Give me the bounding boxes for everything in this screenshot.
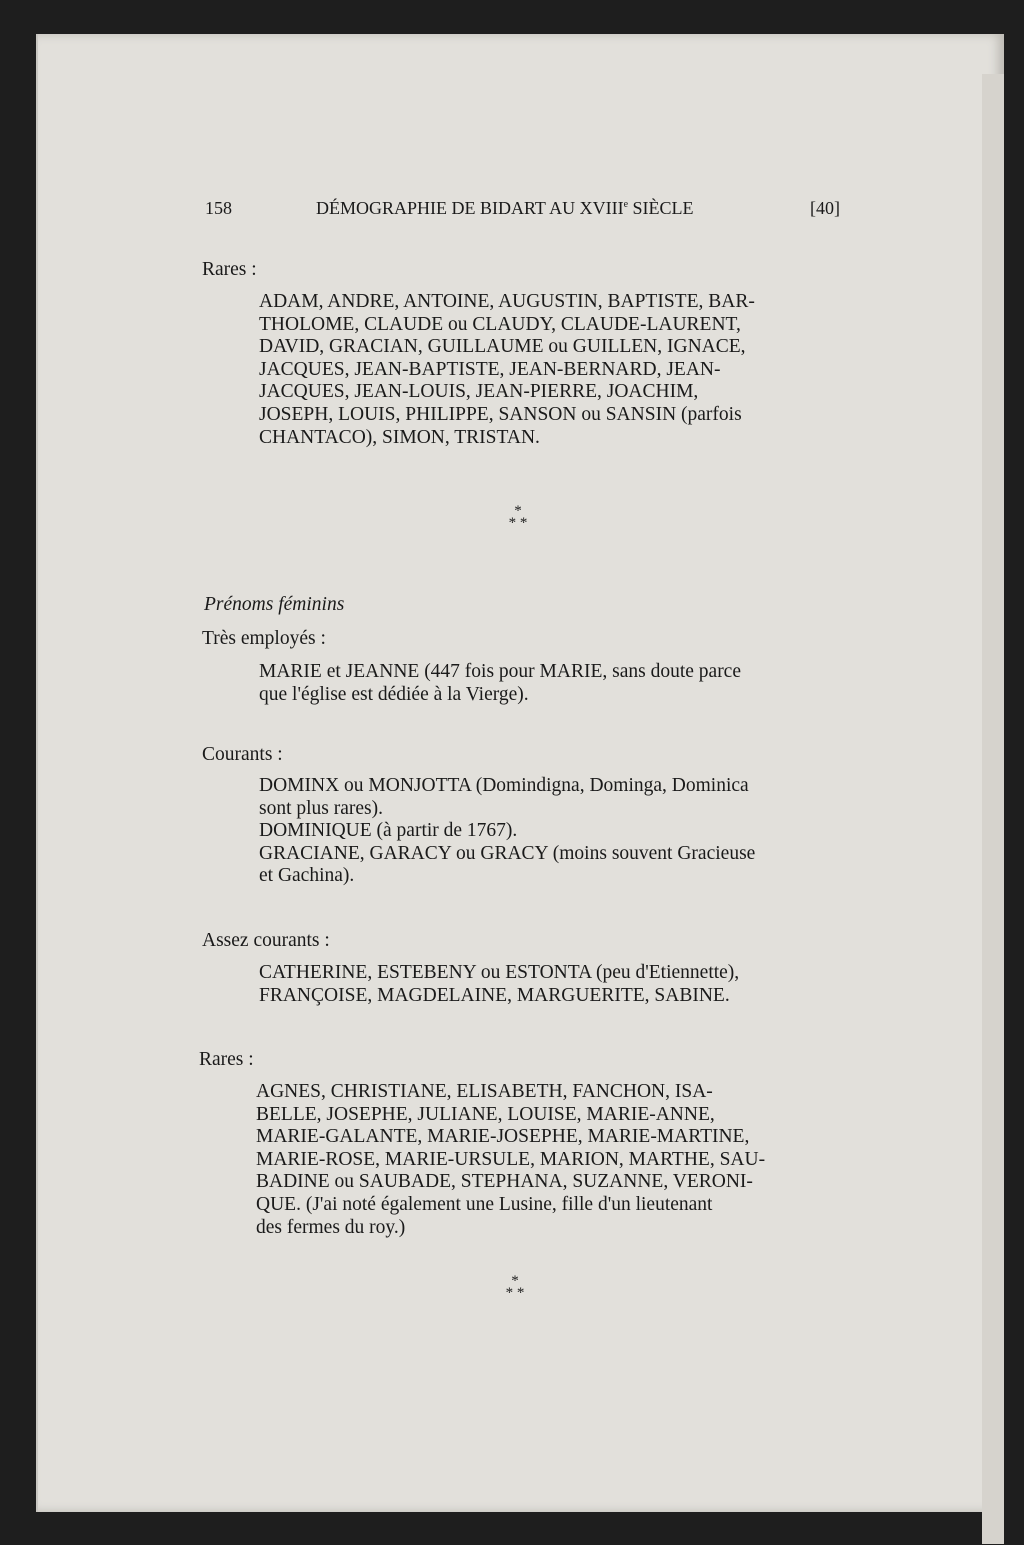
- tres-employes-list: [259, 661, 741, 706]
- text-line: BELLE, JOSEPHE, JULIANE, LOUISE, MARIE-ANNE,: [256, 1103, 715, 1125]
- text-line: JACQUES, JEAN-BAPTISTE, JEAN-BERNARD, JEAN-: [259, 358, 721, 380]
- tres-employes-label: Très employés :: [202, 628, 326, 649]
- text-line: AGNES, CHRISTIANE, ELISABETH, FANCHON, ISA-: [256, 1081, 713, 1102]
- text-line: et Gachina).: [259, 865, 355, 887]
- text-line: sont plus rares).: [259, 797, 384, 819]
- text-line: ADAM, ANDRE, ANTOINE, AUGUSTIN, BAPTISTE, BAR-: [259, 291, 755, 312]
- asterisk-pair: * *: [505, 1285, 525, 1301]
- text-line: JACQUES, JEAN-LOUIS, JEAN-PIERRE, JOACHIM,: [259, 381, 699, 403]
- text-line: que l'église est dédiée à la Vierge).: [259, 683, 529, 705]
- running-title: DÉMOGRAPHIE DE BIDART AU XVIIIe SIÈCLE: [316, 198, 694, 218]
- text-line: MARIE-GALANTE, MARIE-JOSEPHE, MARIE-MARTINE,: [256, 1126, 750, 1148]
- section-heading: Prénoms féminins: [204, 594, 345, 615]
- text-line: BADINE ou SAUBADE, STEPHANA, SUZANNE, VERONI-: [256, 1171, 753, 1193]
- courants-list: [259, 775, 755, 888]
- asterisk: *: [511, 1273, 519, 1289]
- female-rares-list: [256, 1081, 765, 1239]
- page-edge: [982, 74, 1004, 1544]
- assez-courants-list: [259, 962, 739, 1007]
- separator-asterism: [495, 1275, 535, 1299]
- text-line: QUE. (J'ai noté également une Lusine, fille d'un lieutenant: [256, 1193, 713, 1215]
- text-line: GRACIANE, GARACY ou GRACY (moins souvent Gracieuse: [259, 842, 756, 864]
- asterisk: *: [514, 503, 522, 519]
- text-line: CHANTACO), SIMON, TRISTAN.: [259, 426, 540, 448]
- male-rares-list: [259, 291, 755, 449]
- text-line: DAVID, GRACIAN, GUILLAUME ou GUILLEN, IGNACE,: [259, 336, 746, 358]
- assez-courants-label: Assez courants :: [202, 930, 330, 951]
- text-line: MARIE et JEANNE (447 fois pour MARIE, sans doute parce: [259, 661, 741, 682]
- male-rares-label: Rares :: [202, 259, 257, 280]
- section-reference: [40]: [810, 198, 840, 218]
- text-line: FRANÇOISE, MAGDELAINE, MARGUERITE, SABINE.: [259, 984, 730, 1006]
- text-line: DOMINX ou MONJOTTA (Domindigna, Dominga, Dominica: [259, 775, 749, 796]
- page-number: 158: [205, 198, 232, 218]
- courants-label: Courants :: [202, 744, 283, 765]
- text-line: MARIE-ROSE, MARIE-URSULE, MARION, MARTHE, SAU-: [256, 1148, 766, 1170]
- female-rares-label: Rares :: [199, 1049, 254, 1070]
- text-line: JOSEPH, LOUIS, PHILIPPE, SANSON ou SANSIN (parfois: [259, 403, 742, 425]
- asterisk-pair: * *: [508, 515, 528, 531]
- text-line: DOMINIQUE (à partir de 1767).: [259, 820, 518, 842]
- separator-asterism: [498, 505, 538, 529]
- text-line: CATHERINE, ESTEBENY ou ESTONTA (peu d'Etiennette),: [259, 962, 740, 983]
- text-line: des fermes du roy.): [256, 1216, 406, 1238]
- text-line: THOLOME, CLAUDE ou CLAUDY, CLAUDE-LAURENT,: [259, 313, 741, 335]
